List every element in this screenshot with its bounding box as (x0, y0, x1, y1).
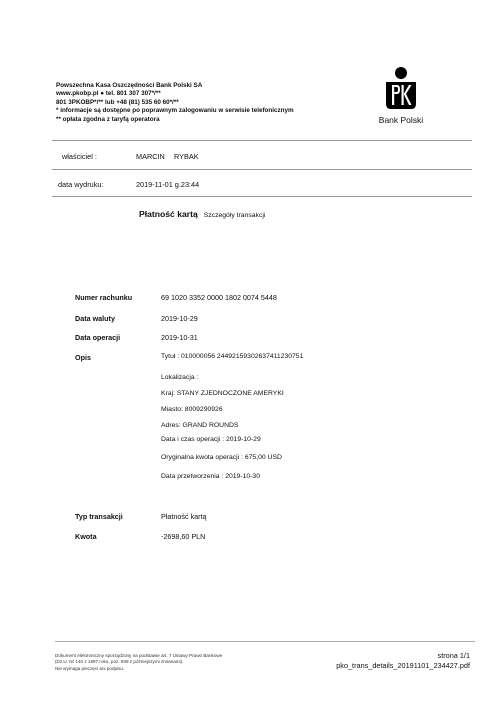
value-date-value: 2019-10-29 (161, 314, 198, 323)
bank-name: Powszechna Kasa Oszczędności Bank Polski SA (56, 82, 203, 89)
description-line: Adres: GRAND ROUNDS (161, 422, 239, 429)
description-line: Kraj: STANY ZJEDNOCZONE AMERYKI (161, 390, 284, 397)
bank-header (56, 82, 356, 124)
description-label: Opis (75, 353, 91, 362)
owner-label: właściciel : (62, 152, 97, 161)
bank-logo (366, 66, 436, 125)
description-line: Miasto: 8009290926 (161, 406, 223, 413)
logo-text: Bank Polski (378, 115, 424, 125)
transaction-type-label: Typ transakcji (75, 512, 123, 521)
print-date-row (58, 180, 199, 189)
legal-line: (Dz.U. Nr 140 z 1997 roku, poz. 939 z późniejszymi zmianami). (55, 659, 184, 665)
amount-label: Kwota (75, 532, 97, 541)
description-line: Data przetworzenia : 2019-10-30 (161, 473, 260, 480)
account-label: Numer rachunku (75, 293, 133, 302)
page-subtitle: Szczegóły transakcji (203, 212, 266, 219)
header-divider (52, 140, 472, 141)
amount-value: -2698,60 PLN (161, 532, 206, 541)
page-number: strona 1/1 (437, 651, 470, 660)
page-info (336, 651, 470, 670)
account-value: 69 1020 3352 0000 1802 0074 5448 (161, 293, 277, 302)
operation-date-label: Data operacji (75, 333, 121, 342)
value-date-label: Data waluty (75, 314, 115, 323)
owner-row (62, 152, 199, 161)
owner-divider (52, 169, 472, 170)
description-line: Tytuł : 010000056 24492159302637411230751 (161, 353, 304, 360)
description-line: Lokalizacja : (161, 374, 199, 381)
description-line: Data i czas operacji : 2019-10-29 (161, 436, 261, 443)
document-title (139, 204, 265, 222)
page-title: Płatność kartą (139, 209, 198, 219)
owner-last-name: RYBAK (174, 152, 199, 161)
operation-date-value: 2019-10-31 (161, 333, 198, 342)
legal-notice (55, 653, 222, 672)
print-date-label: data wydruku: (58, 180, 104, 189)
file-name: pko_trans_details_20191101_234427.pdf (336, 660, 470, 670)
footer-divider (55, 641, 475, 642)
legal-line: Nie wymaga pieczęci ani podpisu. (55, 665, 125, 671)
legal-line: Dokument elektroniczny sporządzony na podstawie art. 7 Ustawy Prawo Bankowe (55, 653, 223, 658)
print-date-value: 2019-11-01 g.23:44 (136, 180, 200, 189)
bank-note-2: ** opłata zgodna z taryfą operatora (56, 115, 160, 123)
bank-contact-www: www.pkobp.pl ● tel. 801 307 307*/** (56, 90, 161, 98)
bank-note-1: * informacje są dostępne po poprawnym zalogowaniu w serwisie telefonicznym (56, 107, 294, 115)
transaction-type-value: Płatność kartą (161, 512, 207, 521)
bank-contact-phone: 801 3PKOBP*/** lub +48 (81) 535 60 60*/** (56, 98, 179, 106)
description-line: Oryginalna kwota operacji : 675,00 USD (161, 454, 282, 461)
owner-first-name: MARCIN (136, 152, 165, 161)
pko-piggy-bank-icon (384, 66, 418, 112)
print-divider (52, 196, 472, 197)
